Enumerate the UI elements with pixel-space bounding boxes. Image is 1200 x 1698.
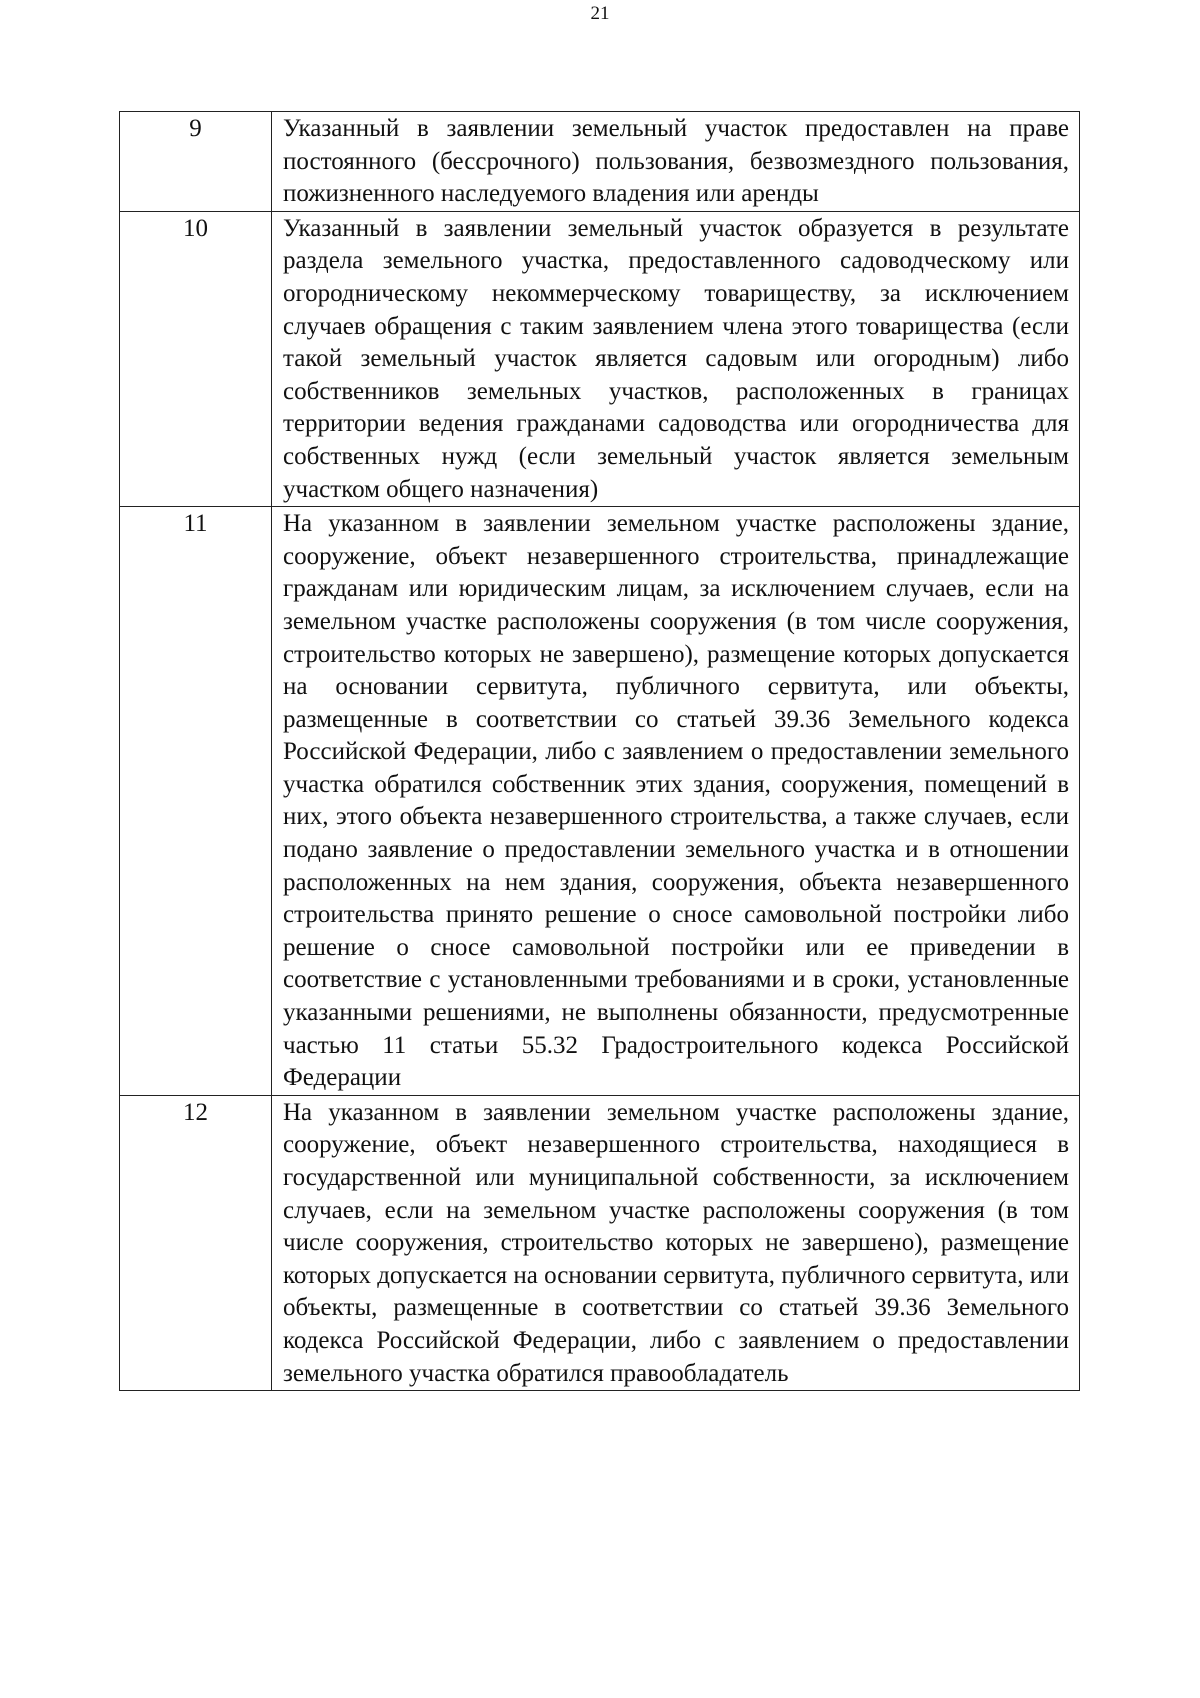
row-number: 12 <box>120 1095 272 1390</box>
table-row <box>120 211 1080 506</box>
table-row <box>120 507 1080 1096</box>
row-text: Указанный в заявлении земельный участок образуется в результате раздела земельного участка, предоставленного садоводческому или огородническому некоммерческому товариществу, за исключением случаев обращения с таким заявлением члена этого товарищества (если такой земельный участок является садовым или огородным) либо собственников земельных участков, расположенных в границах территории ведения гражданами садоводства или огородничества для собственных нужд (если земельный участок является земельным участком общего назначения) <box>272 211 1080 506</box>
row-number: 10 <box>120 211 272 506</box>
row-text: На указанном в заявлении земельном участке расположены здание, сооружение, объект незавершенного строительства, находящиеся в государственной или муниципальной собственности, за исключением случаев, если на земельном участке расположены сооружения (в том числе сооружения, строительство которых не завершено), размещение которых допускается на основании сервитута, публичного сервитута, или объекты, размещенные в соответствии со статьей 39.36 Земельного кодекса Российской Федерации, либо с заявлением о предоставлении земельного участка обратился правообладатель <box>272 1095 1080 1390</box>
row-number: 11 <box>120 507 272 1096</box>
table-row <box>120 112 1080 212</box>
grounds-table <box>119 111 1080 1391</box>
row-text: Указанный в заявлении земельный участок предоставлен на праве постоянного (бессрочного) пользования, безвозмездного пользования, пожизненного наследуемого владения или аренды <box>272 112 1080 212</box>
table-row <box>120 1095 1080 1390</box>
row-number: 9 <box>120 112 272 212</box>
row-text: На указанном в заявлении земельном участке расположены здание, сооружение, объект незавершенного строительства, принадлежащие гражданам или юридическим лицам, за исключением случаев, если на земельном участке расположены сооружения (в том числе сооружения, строительство которых не завершено), размещение которых допускается на основании сервитута, публичного сервитута, или объекты, размещенные в соответствии со статьей 39.36 Земельного кодекса Российской Федерации, либо с заявлением о предоставлении земельного участка обратился собственник этих здания, сооружения, помещений в них, этого объекта незавершенного строительства, а также случаев, если подано заявление о предоставлении земельного участка и в отношении расположенных на нем здания, сооружения, объекта незавершенного строительства принято решение о сносе самовольной постройки либо решение о сносе самовольной постройки или ее приведении в соответствие с установленными требованиями и в сроки, установленные указанными решениями, не выполнены обязанности, предусмотренные частью 11 статьи 55.32 Градостроительного кодекса Российской Федерации <box>272 507 1080 1096</box>
page-number: 21 <box>590 3 610 24</box>
